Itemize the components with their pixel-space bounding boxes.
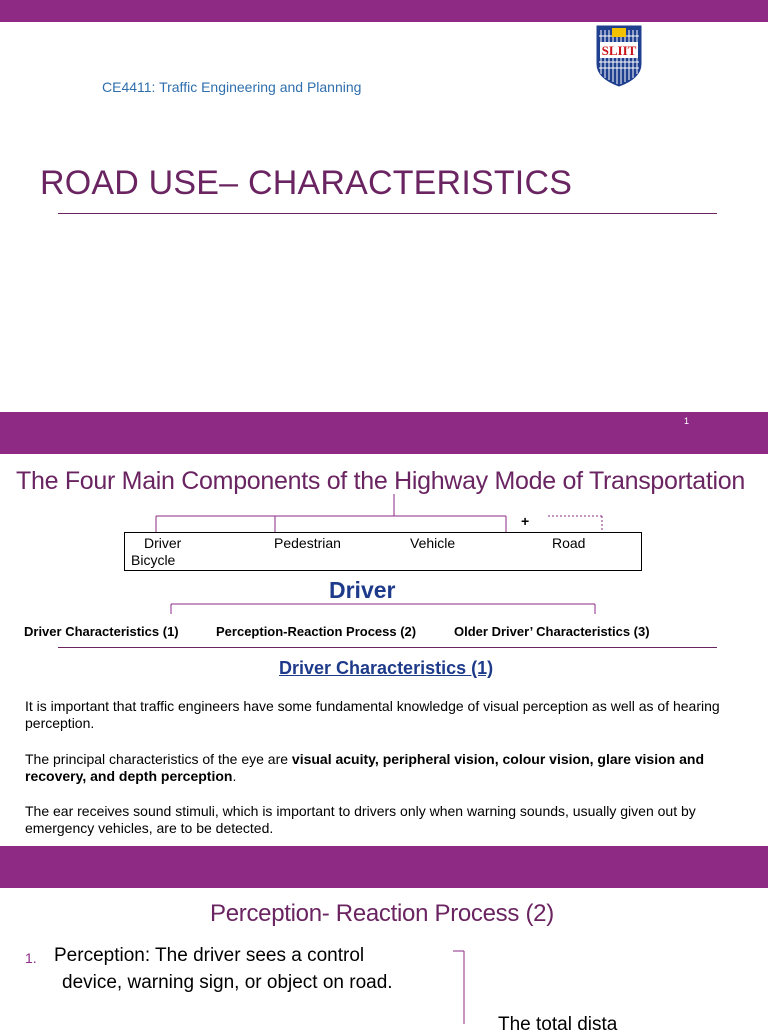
partial-text: The total dista: [498, 1014, 618, 1035]
title-divider: [58, 213, 717, 214]
slide-title: ROAD USE– CHARACTERISTICS: [40, 164, 573, 202]
list-item-line-1: Perception: The driver sees a control: [54, 945, 365, 966]
course-title: CE4411: Traffic Engineering and Planning: [102, 79, 362, 95]
component-bicycle: Bicycle: [131, 552, 176, 568]
components-title: The Four Main Components of the Highway Mode of Transportation: [16, 467, 746, 495]
driver-heading: Driver: [329, 577, 396, 603]
driver-characteristics-heading: Driver Characteristics (1): [279, 658, 494, 678]
slide-separator-2: [0, 866, 768, 888]
subtopic-perception-reaction: Perception-Reaction Process (2): [216, 624, 417, 639]
paragraph-ear: The ear receives sound stimuli, which is important to drivers only when warning sounds, usually given out by emergency vehicles, are to be detected.: [25, 803, 696, 836]
plus-sign: +: [521, 513, 530, 529]
perception-reaction-title: Perception- Reaction Process (2): [210, 900, 554, 927]
component-pedestrian: Pedestrian: [274, 535, 341, 551]
top-banner: [0, 0, 768, 22]
component-road: Road: [552, 535, 586, 551]
subtopic-driver-characteristics: Driver Characteristics (1): [24, 624, 179, 639]
sliit-logo-icon: [595, 24, 643, 88]
driver-connector-lines: [165, 600, 605, 616]
component-vehicle: Vehicle: [410, 535, 456, 551]
paragraph-visual-perception: It is important that traffic engineers have some fundamental knowledge of visual perception as well as of hearing perception.: [25, 698, 720, 731]
component-connector-lines: [150, 494, 610, 534]
subtopic-older-driver: Older Driver’ Characteristics (3): [454, 624, 650, 639]
bracket-line: [452, 950, 468, 1024]
list-item-line-2: device, warning sign, or object on road.: [62, 972, 393, 993]
footer-bar: [0, 412, 768, 432]
footer-bar-2: [0, 846, 768, 866]
list-number: 1.: [25, 950, 37, 966]
svg-text:SLIIT: SLIIT: [601, 43, 637, 58]
section-divider: [58, 647, 717, 648]
slide-separator: [0, 432, 768, 454]
component-driver: Driver: [144, 535, 182, 551]
paragraph-eye-characteristics: The principal characteristics of the eye are visual acuity, peripheral vision, colour vision, glare vision and recovery, and depth perception.: [25, 751, 704, 784]
page-number: 1: [684, 416, 690, 426]
